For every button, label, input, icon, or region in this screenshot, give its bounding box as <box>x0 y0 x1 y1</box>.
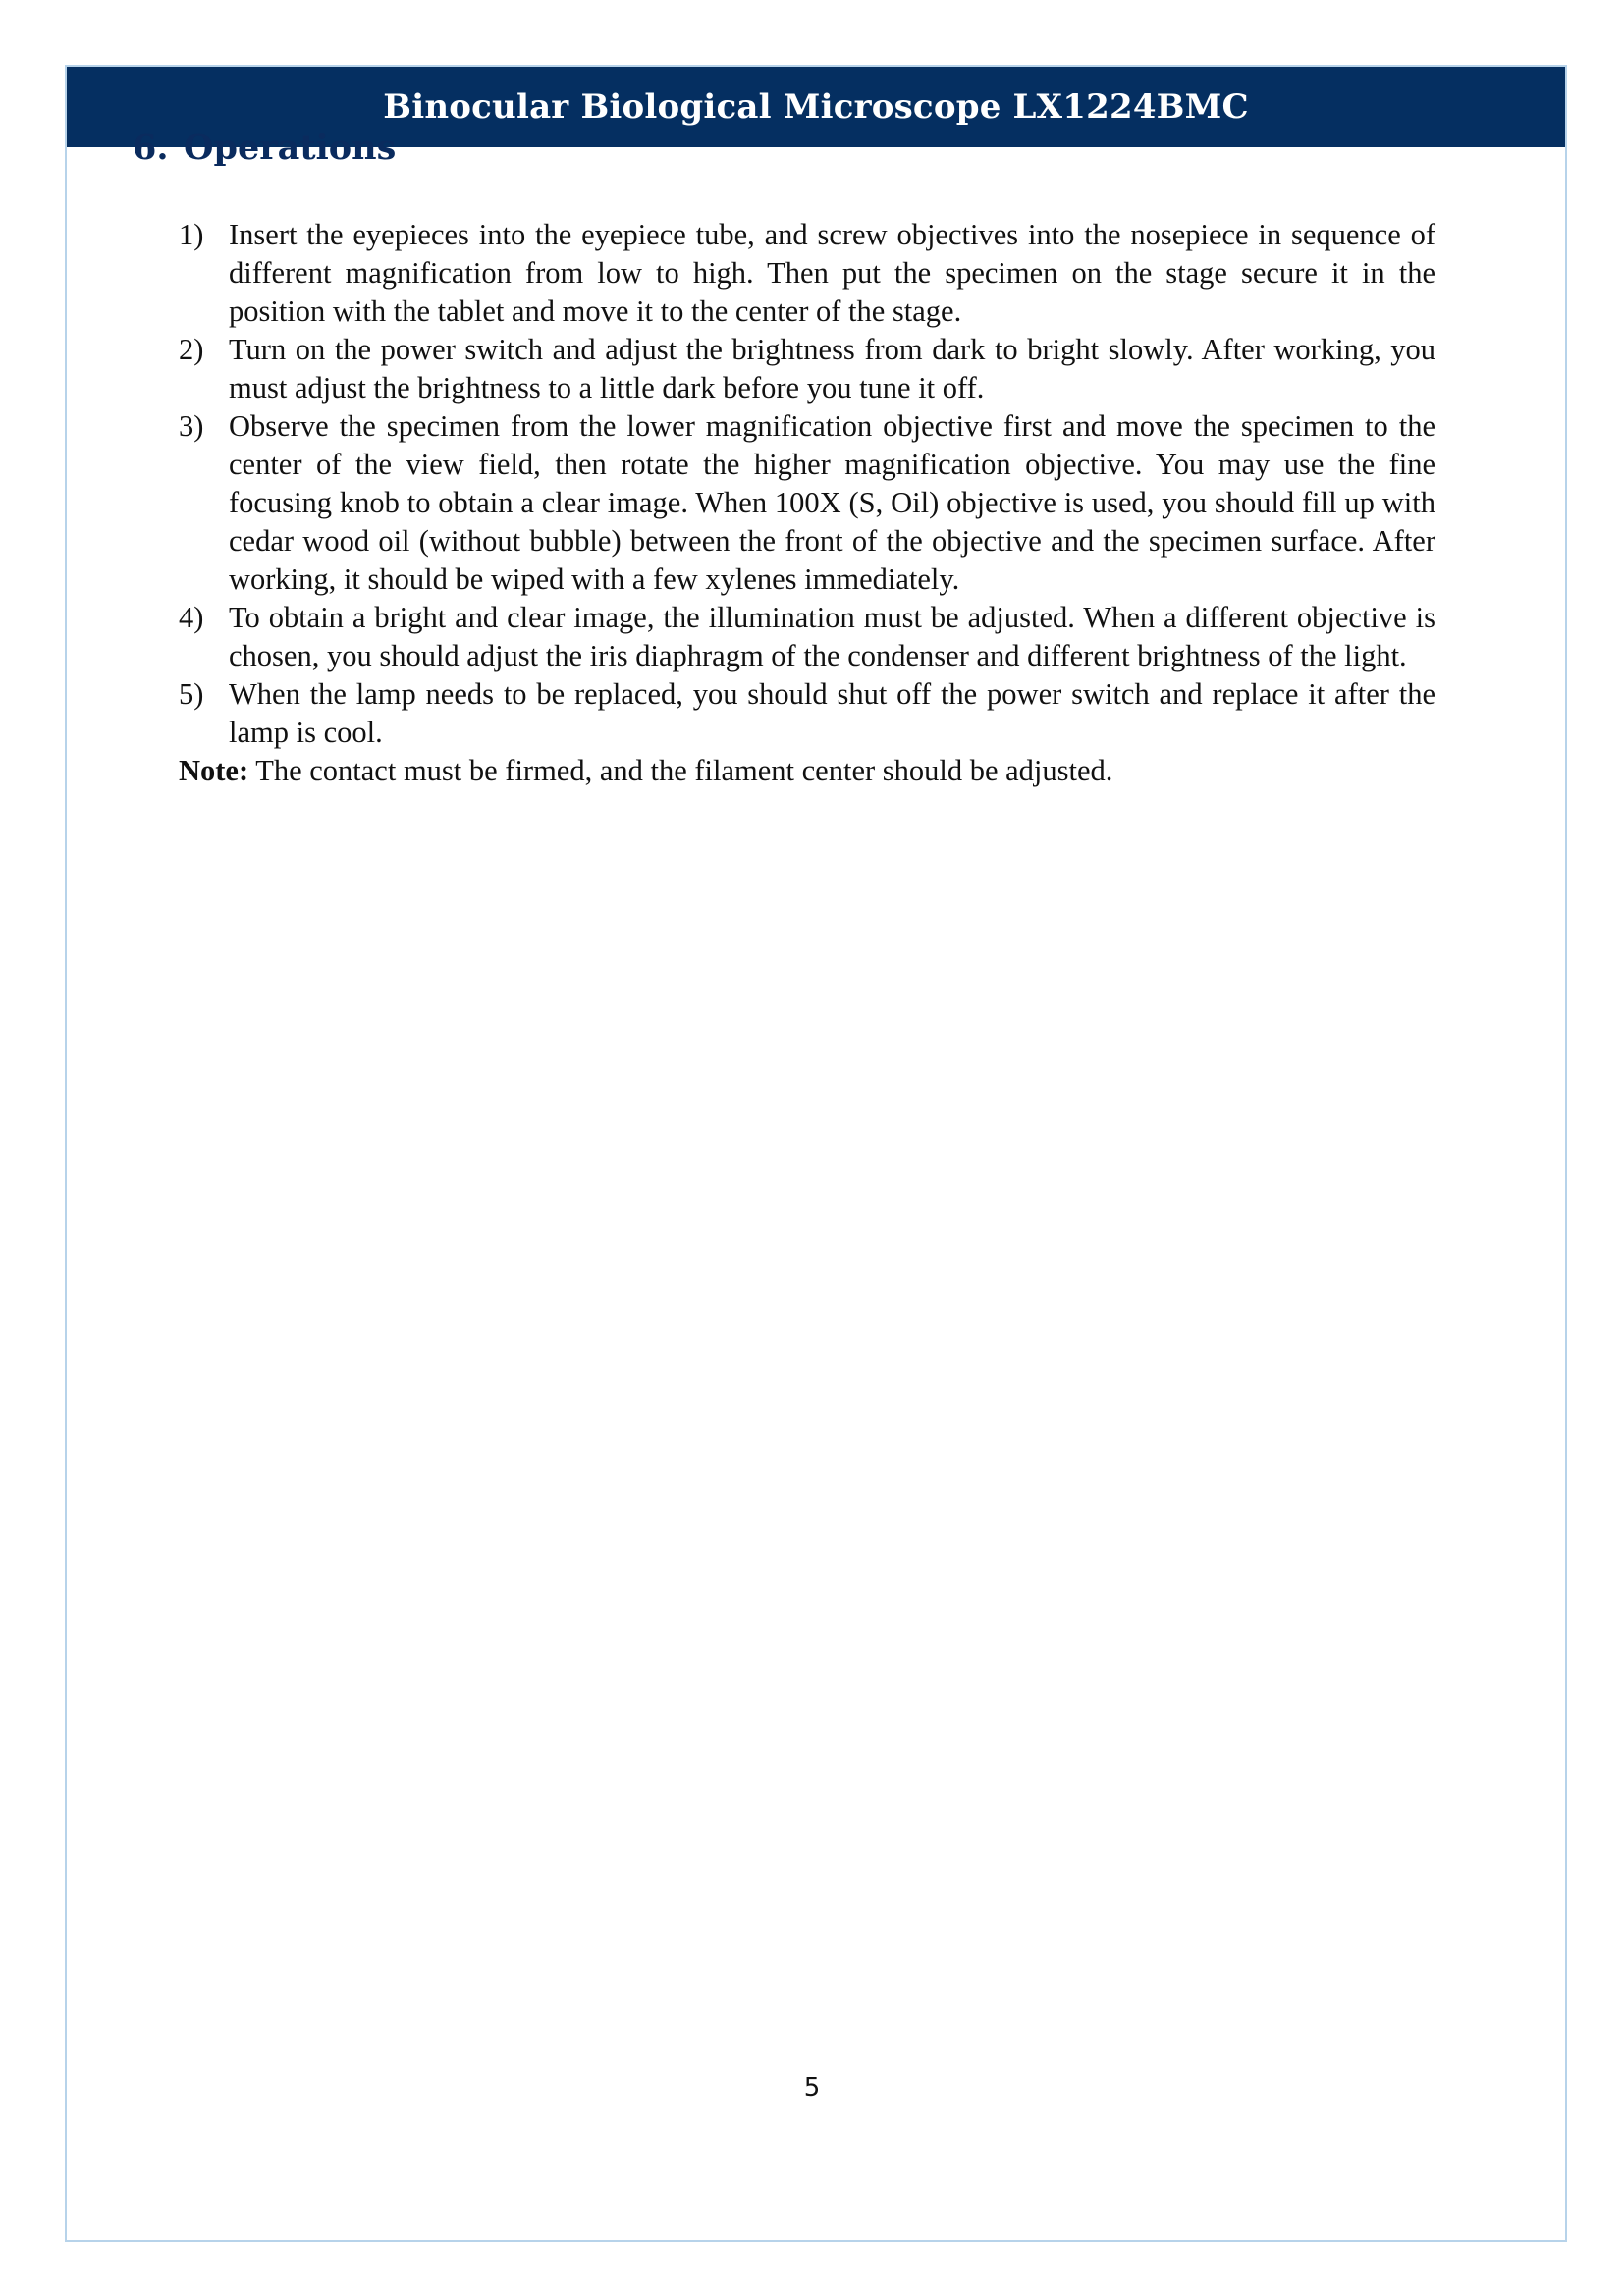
section-number: 6. <box>133 128 169 168</box>
list-item <box>179 407 1435 599</box>
list-item-text: To obtain a bright and clear image, the illumination must be adjusted. When a different objective is chosen, you should adjust the iris diaphragm of the condenser and different brightness of the light. <box>229 601 1435 672</box>
list-item-text: Insert the eyepieces into the eyepiece tube, and screw objectives into the nosepiece in sequence of different magnification from low to high. Then put the specimen on the stage secure it in the position with the tablet and move it to the center of the stage. <box>229 218 1435 328</box>
section-title: Operations <box>184 128 397 168</box>
list-item-number: 4) <box>179 601 204 634</box>
operations-list <box>179 216 1435 790</box>
list-item-number: 3) <box>179 409 204 443</box>
list-item <box>179 675 1435 752</box>
list-item-text: Turn on the power switch and adjust the brightness from dark to bright slowly. After working, you must adjust the brightness to a little dark before you tune it off. <box>229 333 1435 404</box>
list-item-number: 2) <box>179 333 204 366</box>
document-title: Binocular Biological Microscope LX1224BMC <box>383 87 1249 127</box>
list-item <box>179 599 1435 675</box>
list-item <box>179 331 1435 407</box>
note-text: The contact must be firmed, and the filament center should be adjusted. <box>248 754 1113 787</box>
note-paragraph <box>179 752 1435 790</box>
section-heading <box>133 128 396 168</box>
list-item <box>179 216 1435 331</box>
list-item-number: 1) <box>179 218 204 251</box>
list-item-number: 5) <box>179 677 204 711</box>
list-item-text: Observe the specimen from the lower magnification objective first and move the specimen to the center of the view field, then rotate the higher magnification objective. You may use the fine focusing knob to obtain a clear image. When 100X (S, Oil) objective is used, you should fill up with cedar wood oil (without bubble) between the front of the objective and the specimen surface. After working, it should be wiped with a few xylenes immediately. <box>229 409 1435 596</box>
list-item-text: When the lamp needs to be replaced, you should shut off the power switch and replace it after the lamp is cool. <box>229 677 1435 749</box>
note-label: Note: <box>179 754 249 787</box>
page-number: 5 <box>803 2073 821 2103</box>
